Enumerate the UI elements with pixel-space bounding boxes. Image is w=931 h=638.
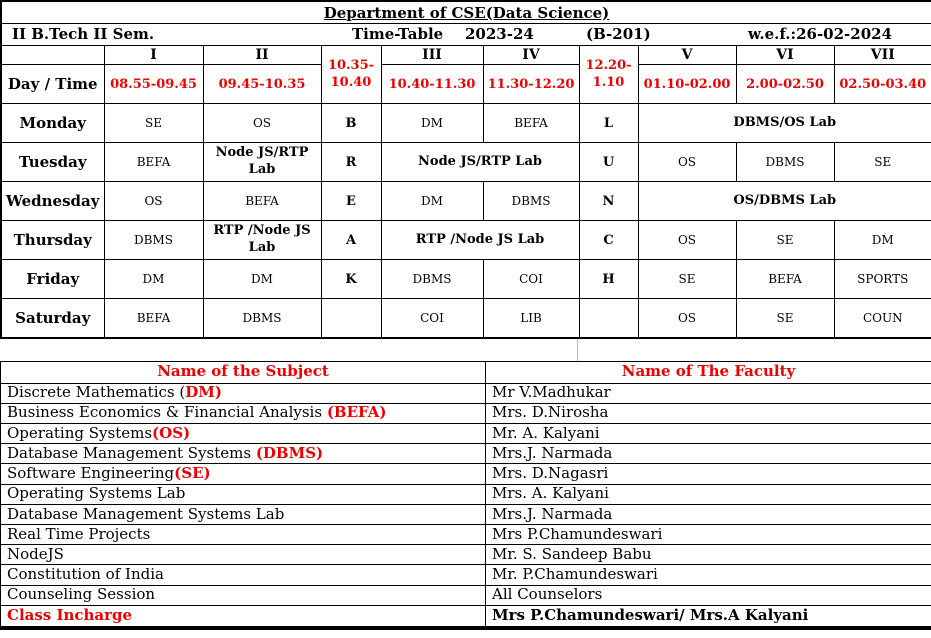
lunch-letter-friday: H xyxy=(579,260,638,299)
cell-saturday-p4: LIB xyxy=(483,299,579,338)
subject-abbr: (OS) xyxy=(152,423,191,442)
subject-row xyxy=(1,423,931,443)
subject-abbr: (BEFA) xyxy=(326,403,387,422)
break-letter-thursday: A xyxy=(321,221,381,260)
cell-saturday-p7: COUN xyxy=(834,299,931,338)
cell-friday-p4: COI xyxy=(483,260,579,299)
lunch-time-cell: 12.20-1.10 xyxy=(579,46,638,104)
cell-monday-lab: DBMS/OS Lab xyxy=(638,104,931,143)
faculty-name: Mr. A. Kalyani xyxy=(486,423,931,443)
period-number-4: IV xyxy=(483,46,579,65)
cell-tuesday-p7: SE xyxy=(834,143,931,182)
break-letter-saturday xyxy=(321,299,381,338)
subject-row xyxy=(1,525,931,545)
subject-name-text: Database Management Systems Lab xyxy=(7,504,285,523)
corner-empty-cell xyxy=(1,46,104,65)
period-number-6: VI xyxy=(736,46,834,65)
cell-tuesday-p6: DBMS xyxy=(736,143,834,182)
period-time-3: 10.40-11.30 xyxy=(381,65,483,104)
row-monday xyxy=(1,104,931,143)
period-time-5: 01.10-02.00 xyxy=(638,65,736,104)
period-time-2: 09.45-10.35 xyxy=(203,65,321,104)
day-time-label: Day / Time xyxy=(1,65,104,104)
subject-name xyxy=(1,383,486,403)
cell-friday-p6: BEFA xyxy=(736,260,834,299)
break-letter-tuesday: R xyxy=(321,143,381,182)
subject-name xyxy=(1,545,486,565)
subject-name xyxy=(1,403,486,423)
period-time-1: 08.55-09.45 xyxy=(104,65,203,104)
subject-name-text: Database Management Systems xyxy=(7,443,256,462)
cell-wednesday-p4: DBMS xyxy=(483,182,579,221)
lunch-letter-saturday xyxy=(579,299,638,338)
lunch-letter-monday: L xyxy=(579,104,638,143)
break-letter-wednesday: E xyxy=(321,182,381,221)
cell-friday-p5: SE xyxy=(638,260,736,299)
table-gap xyxy=(0,339,931,361)
subject-row xyxy=(1,444,931,464)
subject-abbr: (SE) xyxy=(174,464,211,483)
cell-tuesday-p5: OS xyxy=(638,143,736,182)
cell-thursday-p1: DBMS xyxy=(104,221,203,260)
subject-name-text: Discrete Mathematics ( xyxy=(7,383,186,402)
class-incharge-text: Class Incharge xyxy=(7,605,133,624)
lunch-letter-wednesday: N xyxy=(579,182,638,221)
cell-friday-p2: DM xyxy=(203,260,321,299)
cell-monday-p3: DM xyxy=(381,104,483,143)
day-label-friday: Friday xyxy=(1,260,104,299)
subject-name xyxy=(1,525,486,545)
subject-abbr: DM) xyxy=(185,383,222,402)
subject-name-text: Operating Systems Lab xyxy=(7,484,186,503)
subject-name xyxy=(1,565,486,585)
cell-monday-p1: SE xyxy=(104,104,203,143)
subject-row xyxy=(1,585,931,605)
faculty-name: Mrs.J. Narmada xyxy=(486,504,931,524)
subject-row xyxy=(1,545,931,565)
subject-row xyxy=(1,383,931,403)
cell-wednesday-p1: OS xyxy=(104,182,203,221)
subject-name-text: Operating Systems xyxy=(7,423,153,442)
cell-wednesday-p3: DM xyxy=(381,182,483,221)
class-incharge-faculty: Mrs P.Chamundeswari/ Mrs.A Kalyani xyxy=(486,605,931,627)
subject-name xyxy=(1,423,486,443)
document-title-text: Department of CSE(Data Science) xyxy=(323,3,610,22)
cell-friday-p3: DBMS xyxy=(381,260,483,299)
subject-row xyxy=(1,504,931,524)
subject-abbr: (DBMS) xyxy=(255,443,324,462)
period-time-7: 02.50-03.40 xyxy=(834,65,931,104)
subject-name-text: Constitution of India xyxy=(7,565,164,584)
break-letter-monday: B xyxy=(321,104,381,143)
break-letter-friday: K xyxy=(321,260,381,299)
faculty-name: Mrs P.Chamundeswari xyxy=(486,525,931,545)
day-label-wednesday: Wednesday xyxy=(1,182,104,221)
cell-friday-p1: DM xyxy=(104,260,203,299)
day-label-saturday: Saturday xyxy=(1,299,104,338)
period-number-5: V xyxy=(638,46,736,65)
subject-row xyxy=(1,484,931,504)
room-number: (B-201) xyxy=(586,25,651,43)
cell-saturday-p3: COI xyxy=(381,299,483,338)
subject-name-text: NodeJS xyxy=(7,544,64,563)
cell-saturday-p5: OS xyxy=(638,299,736,338)
cell-wednesday-lab: OS/DBMS Lab xyxy=(638,182,931,221)
cell-saturday-p1: BEFA xyxy=(104,299,203,338)
day-label-monday: Monday xyxy=(1,104,104,143)
row-friday xyxy=(1,260,931,299)
subject-faculty-table xyxy=(0,361,931,630)
academic-year: 2023-24 xyxy=(465,25,534,43)
class-incharge-row xyxy=(1,605,931,627)
subject-name xyxy=(1,484,486,504)
cell-saturday-p2: DBMS xyxy=(203,299,321,338)
faculty-name: Mrs.J. Narmada xyxy=(486,444,931,464)
subject-name xyxy=(1,504,486,524)
subject-name xyxy=(1,464,486,484)
cell-monday-p2: OS xyxy=(203,104,321,143)
day-label-thursday: Thursday xyxy=(1,221,104,260)
subject-row xyxy=(1,565,931,585)
row-tuesday xyxy=(1,143,931,182)
effective-date: w.e.f.:26-02-2024 xyxy=(748,25,893,43)
cell-tuesday-lab: Node JS/RTP Lab xyxy=(381,143,579,182)
subheader-row xyxy=(1,24,931,46)
faculty-column-header: Name of The Faculty xyxy=(486,361,931,383)
semester-label: II B.Tech II Sem. xyxy=(12,25,155,43)
cell-monday-p4: BEFA xyxy=(483,104,579,143)
faculty-name: Mrs. A. Kalyani xyxy=(486,484,931,504)
subject-name-text: Real Time Projects xyxy=(7,524,151,543)
timetable-label: Time-Table xyxy=(352,25,444,43)
row-thursday xyxy=(1,221,931,260)
period-number-2: II xyxy=(203,46,321,65)
period-time-6: 2.00-02.50 xyxy=(736,65,834,104)
period-number-1: I xyxy=(104,46,203,65)
period-time-4: 11.30-12.20 xyxy=(483,65,579,104)
subject-name xyxy=(1,585,486,605)
document-title xyxy=(1,1,931,24)
cell-saturday-p6: SE xyxy=(736,299,834,338)
cell-tuesday-p2: Node JS/RTP Lab xyxy=(203,143,321,182)
class-incharge-label xyxy=(1,605,486,627)
cell-tuesday-p1: BEFA xyxy=(104,143,203,182)
period-number-7: VII xyxy=(834,46,931,65)
cell-thursday-p5: OS xyxy=(638,221,736,260)
lunch-letter-tuesday: U xyxy=(579,143,638,182)
subject-name xyxy=(1,444,486,464)
cell-friday-p7: SPORTS xyxy=(834,260,931,299)
faculty-name: Mrs. D.Nirosha xyxy=(486,403,931,423)
cell-thursday-p6: SE xyxy=(736,221,834,260)
gap-divider-line xyxy=(577,339,578,361)
row-wednesday xyxy=(1,182,931,221)
faculty-name: Mr V.Madhukar xyxy=(486,383,931,403)
faculty-name: Mr. S. Sandeep Babu xyxy=(486,545,931,565)
row-saturday xyxy=(1,299,931,338)
cell-thursday-p7: DM xyxy=(834,221,931,260)
subject-name-text: Software Engineering xyxy=(7,464,175,483)
faculty-name: All Counselors xyxy=(486,585,931,605)
subject-name-text: Business Economics & Financial Analysis xyxy=(7,403,327,422)
faculty-name: Mr. P.Chamundeswari xyxy=(486,565,931,585)
cell-thursday-p2: RTP /Node JS Lab xyxy=(203,221,321,260)
faculty-name: Mrs. D.Nagasri xyxy=(486,464,931,484)
period-number-3: III xyxy=(381,46,483,65)
cell-thursday-lab: RTP /Node JS Lab xyxy=(381,221,579,260)
subject-row xyxy=(1,464,931,484)
subject-name-text: Counseling Session xyxy=(7,585,156,604)
subject-row xyxy=(1,403,931,423)
subject-column-header: Name of the Subject xyxy=(1,361,486,383)
day-label-tuesday: Tuesday xyxy=(1,143,104,182)
lunch-letter-thursday: C xyxy=(579,221,638,260)
cell-wednesday-p2: BEFA xyxy=(203,182,321,221)
break-time-cell: 10.35-10.40 xyxy=(321,46,381,104)
